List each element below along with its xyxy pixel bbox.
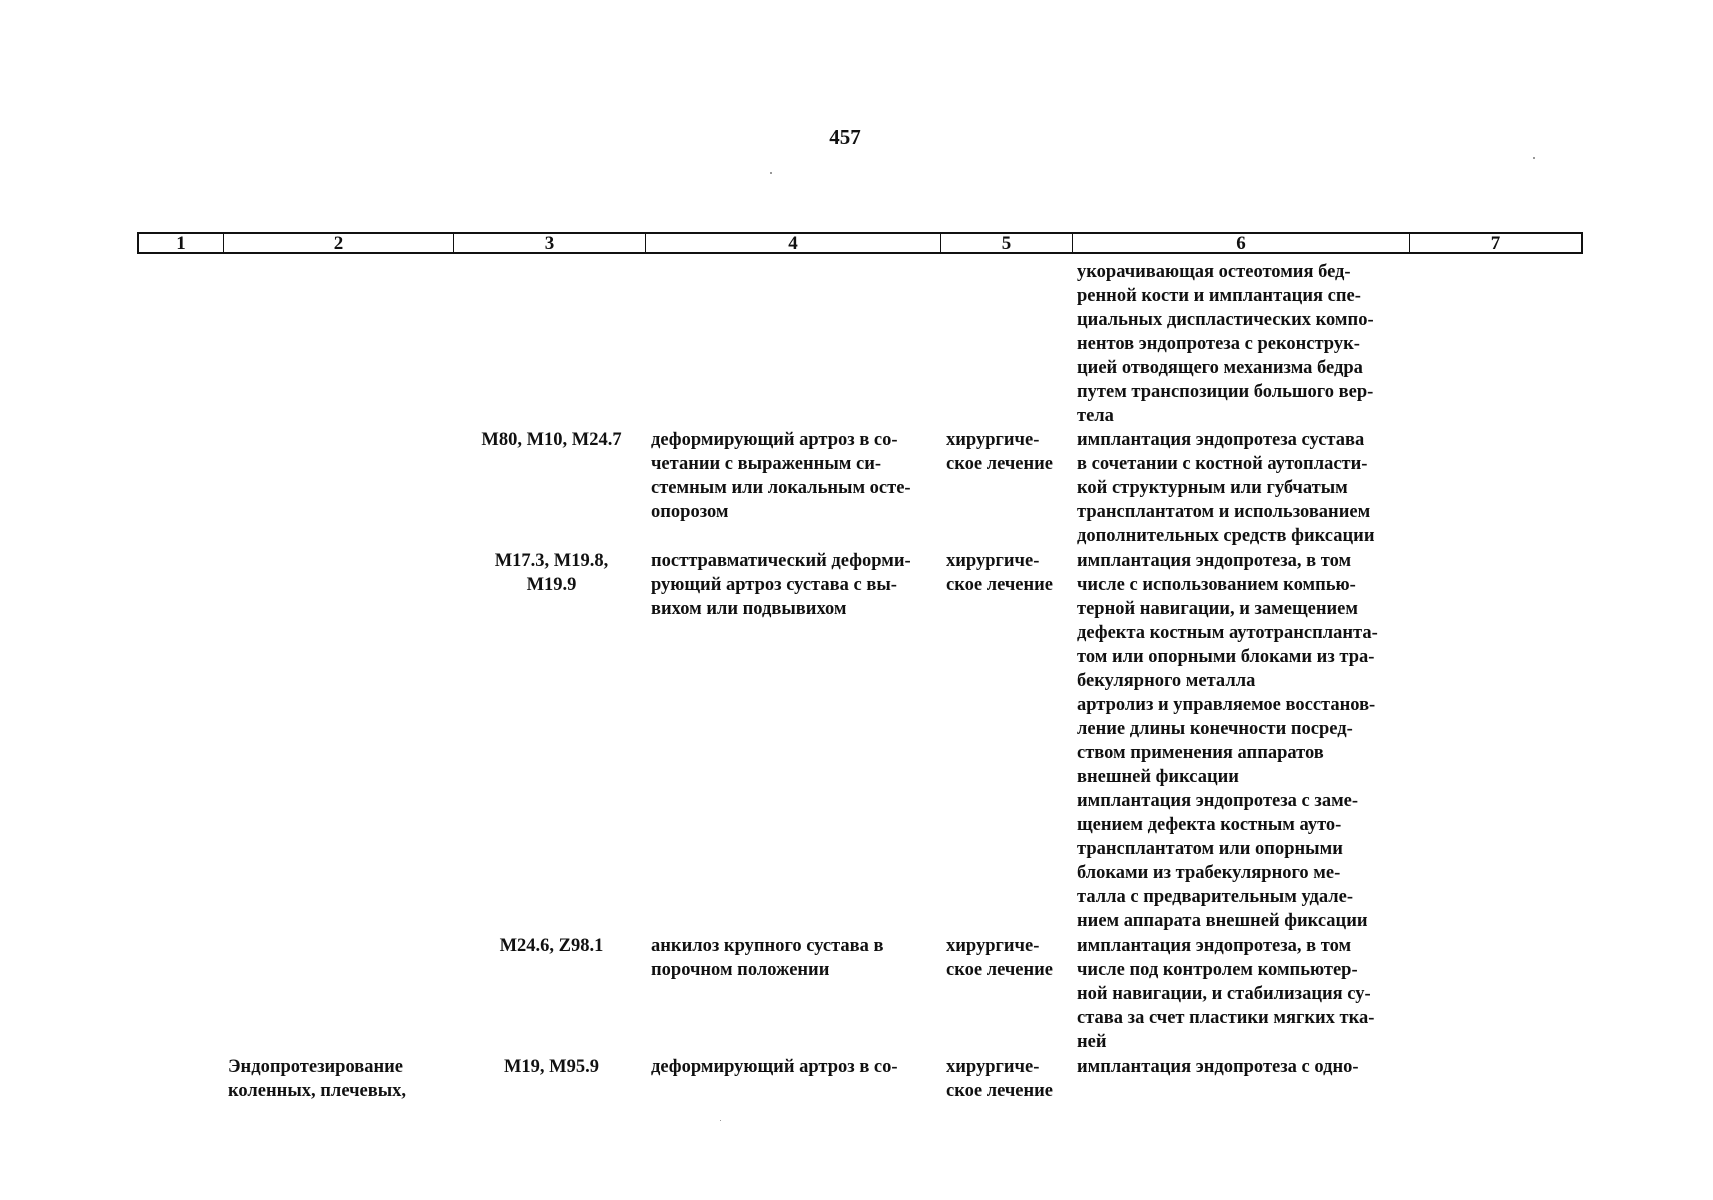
treatment-cell: хирургиче- ское лечение [946,551,1054,595]
column-header-6: 6 [1073,234,1410,252]
codes-cell: M24.6, Z98.1 [499,936,604,956]
column-header-2: 2 [224,234,454,252]
model-cell: посттравматический деформи- рующий артроз сустава с вы- вихом или подвывихом [651,551,911,619]
column-header-3: 3 [454,234,646,252]
column-header-7: 7 [1490,233,1501,254]
treatment-cell: хирургиче- ское лечение [946,1057,1054,1101]
method-cell: имплантация эндопротеза, в том числе с использованием компью- терной навигации, и замещением дефекта костным аутотранспланта- том или опорными блоками из тра- бекулярного металла артролиз и управляемое восстанов- ление длины конечности посред- ством применения аппаратов внешней фиксации имплантация эндопротеза с заме- щением дефекта костным ауто- трансплантатом или опорными блоками из трабекулярного ме- талла с предварительным удале- нием аппарата внешней фиксации [1077,551,1378,931]
method-cell: имплантация эндопротеза, в том числе под контролем компьютер- ной навигации, и стабилизация су- става за счет пластики мягких тка- ней [1077,936,1375,1052]
method-cell-continuation: укорачивающая остеотомия бед- ренной кости и имплантация спе- циальных диспластических компо- нентов эндопротеза с реконструк- цией отводящего механизма бедра путем транспозиции большого вер- тела [1077,262,1374,426]
page-number: 457 [829,125,861,149]
table-header-row [137,232,1583,254]
scan-speck [770,172,772,174]
treatment-cell: хирургиче- ское лечение [946,430,1054,474]
model-cell: деформирующий артроз в со- четании с выраженным си- стемным или локальным осте- опорозом [651,430,911,522]
scan-speck [720,1120,721,1121]
method-cell: имплантация эндопротеза с одно- [1077,1057,1359,1077]
column-header-1: 1 [139,234,224,252]
name-cell: Эндопротезирование коленных, плечевых, [228,1057,407,1101]
model-cell: анкилоз крупного сустава в порочном положении [651,936,884,980]
codes-cell: M17.3, M19.8, M19.9 [494,551,609,595]
treatment-cell: хирургиче- ское лечение [946,936,1054,980]
model-cell: деформирующий артроз в со- [651,1057,898,1077]
column-header-5: 5 [941,234,1073,252]
codes-cell: M80, M10, M24.7 [481,430,622,450]
codes-cell: M19, M95.9 [503,1057,600,1077]
column-header-4: 4 [646,234,941,252]
scan-speck [1533,157,1535,159]
method-cell: имплантация эндопротеза сустава в сочетании с костной аутопласти- кой структурным или губчатым трансплантатом и использованием дополнительных средств фиксации [1077,430,1375,546]
